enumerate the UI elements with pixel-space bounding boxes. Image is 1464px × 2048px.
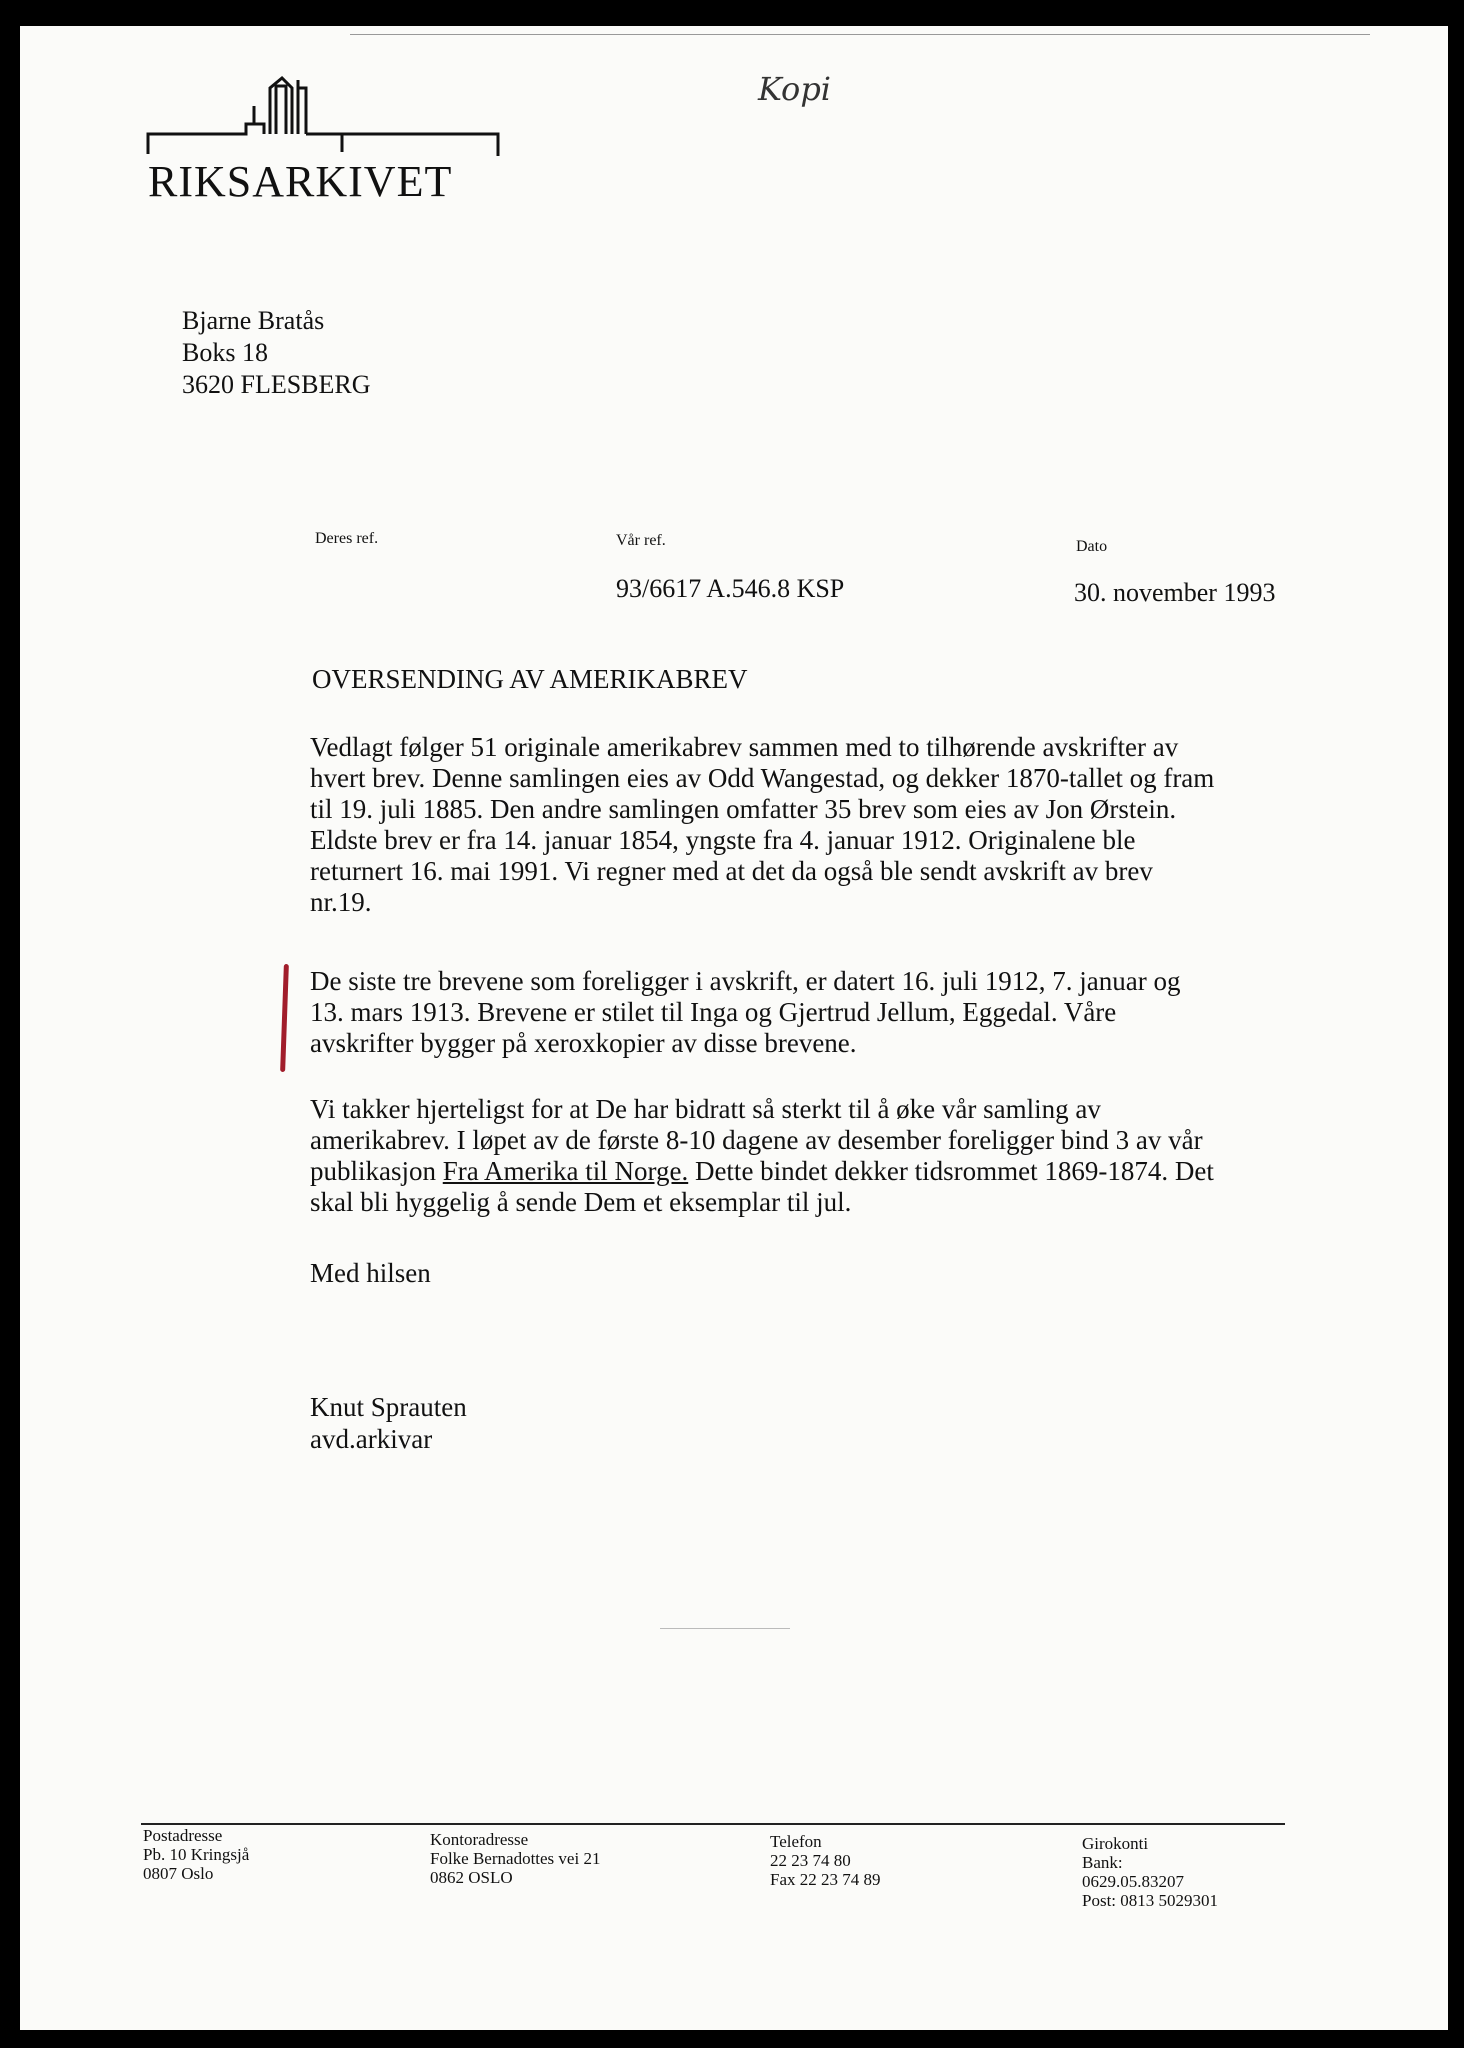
signer-name: Knut Sprauten bbox=[310, 1392, 467, 1422]
scan-line-top bbox=[350, 34, 1370, 35]
paragraph-3-line: amerikabrev. I løpet av de første 8-10 dagene av desember foreligger bind 3 av vår bbox=[310, 1125, 1203, 1155]
girokonti-line: Post: 0813 5029301 bbox=[1082, 1891, 1219, 1910]
kontoradresse-line: 0862 OSLO bbox=[430, 1868, 513, 1887]
paragraph-3-line bbox=[310, 1156, 1290, 1187]
deres-ref-label: Deres ref. bbox=[315, 530, 379, 547]
dato-label: Dato bbox=[1076, 538, 1108, 555]
paragraph-2-line: 13. mars 1913. Brevene er stilet til Inga og Gjertrud Jellum, Eggedal. Våre bbox=[310, 997, 1117, 1027]
riksarkivet-logo bbox=[146, 56, 506, 156]
girokonti-label: Girokonti bbox=[1082, 1834, 1149, 1853]
paragraph-1-line: Vedlagt følger 51 originale amerikabrev sammen med to tilhørende avskrifter av bbox=[310, 732, 1179, 762]
kontoradresse-label: Kontoradresse bbox=[430, 1830, 529, 1849]
paragraph-1-line: hvert brev. Denne samlingen eies av Odd Wangestad, og dekker 1870-tallet og fram bbox=[310, 763, 1215, 793]
paragraph-2 bbox=[310, 966, 1290, 1059]
footer-girokonti bbox=[1082, 1834, 1218, 1910]
publication-prefix: publikasjon bbox=[310, 1156, 443, 1186]
paragraph-1 bbox=[310, 732, 1290, 918]
postadresse-label: Postadresse bbox=[143, 1826, 223, 1845]
telefon-line: Fax 22 23 74 89 bbox=[770, 1870, 881, 1889]
dato-value: 30. november 1993 bbox=[1074, 578, 1276, 607]
kontoradresse-line: Folke Bernadottes vei 21 bbox=[430, 1849, 601, 1868]
letter-subject: OVERSENDING AV AMERIKABREV bbox=[312, 664, 748, 694]
footer-rule bbox=[141, 1823, 1285, 1825]
paragraph-1-line: returnert 16. mai 1991. Vi regner med at det da også ble sendt avskrift av brev bbox=[310, 856, 1153, 886]
postadresse-line: Pb. 10 Kringsjå bbox=[143, 1845, 250, 1864]
footer-telefon bbox=[770, 1832, 881, 1889]
var-ref-value: 93/6617 A.546.8 KSP bbox=[616, 574, 845, 603]
paragraph-1-line: Eldste brev er fra 14. januar 1854, yngste fra 4. januar 1912. Originalene ble bbox=[310, 825, 1136, 855]
handwritten-kopi-note: Kopi bbox=[758, 70, 832, 108]
paragraph-1-line: til 19. juli 1885. Den andre samlingen omfatter 35 brev som eies av Jon Ørstein. bbox=[310, 794, 1177, 824]
red-margin-mark bbox=[280, 964, 289, 1072]
girokonti-line: Bank: bbox=[1082, 1853, 1123, 1872]
paragraph-3-line: Vi takker hjerteligst for at De har bidratt så sterkt til å øke vår samling av bbox=[310, 1094, 1101, 1124]
letter-page bbox=[20, 26, 1448, 2030]
publication-suffix: Dette bindet dekker tidsrommet 1869-1874. Det bbox=[688, 1156, 1214, 1186]
recipient-name: Bjarne Bratås bbox=[182, 306, 325, 335]
paragraph-2-line: avskrifter bygger på xeroxkopier av disse brevene. bbox=[310, 1028, 857, 1058]
paragraph-3 bbox=[310, 1094, 1290, 1218]
telefon-line: 22 23 74 80 bbox=[770, 1851, 851, 1870]
telefon-label: Telefon bbox=[770, 1832, 822, 1851]
var-ref-label: Vår ref. bbox=[616, 532, 666, 549]
footer-postadresse bbox=[143, 1826, 249, 1883]
institution-name: RIKSARKIVET bbox=[148, 157, 453, 206]
footer-kontoradresse bbox=[430, 1830, 600, 1887]
closing: Med hilsen bbox=[310, 1258, 431, 1288]
recipient-postal: 3620 FLESBERG bbox=[182, 370, 371, 399]
postadresse-line: 0807 Oslo bbox=[143, 1864, 214, 1883]
scan-dash-bottom bbox=[660, 1628, 790, 1629]
paragraph-2-line: De siste tre brevene som foreligger i avskrift, er datert 16. juli 1912, 7. januar og bbox=[310, 966, 1181, 996]
girokonti-line: 0629.05.83207 bbox=[1082, 1872, 1184, 1891]
publication-title: Fra Amerika til Norge. bbox=[442, 1156, 689, 1186]
paragraph-3-line: skal bli hyggelig å sende Dem et eksemplar til jul. bbox=[310, 1187, 852, 1217]
signer-title: avd.arkivar bbox=[310, 1424, 433, 1454]
recipient-street: Boks 18 bbox=[182, 338, 268, 367]
paragraph-1-line: nr.19. bbox=[310, 887, 372, 917]
